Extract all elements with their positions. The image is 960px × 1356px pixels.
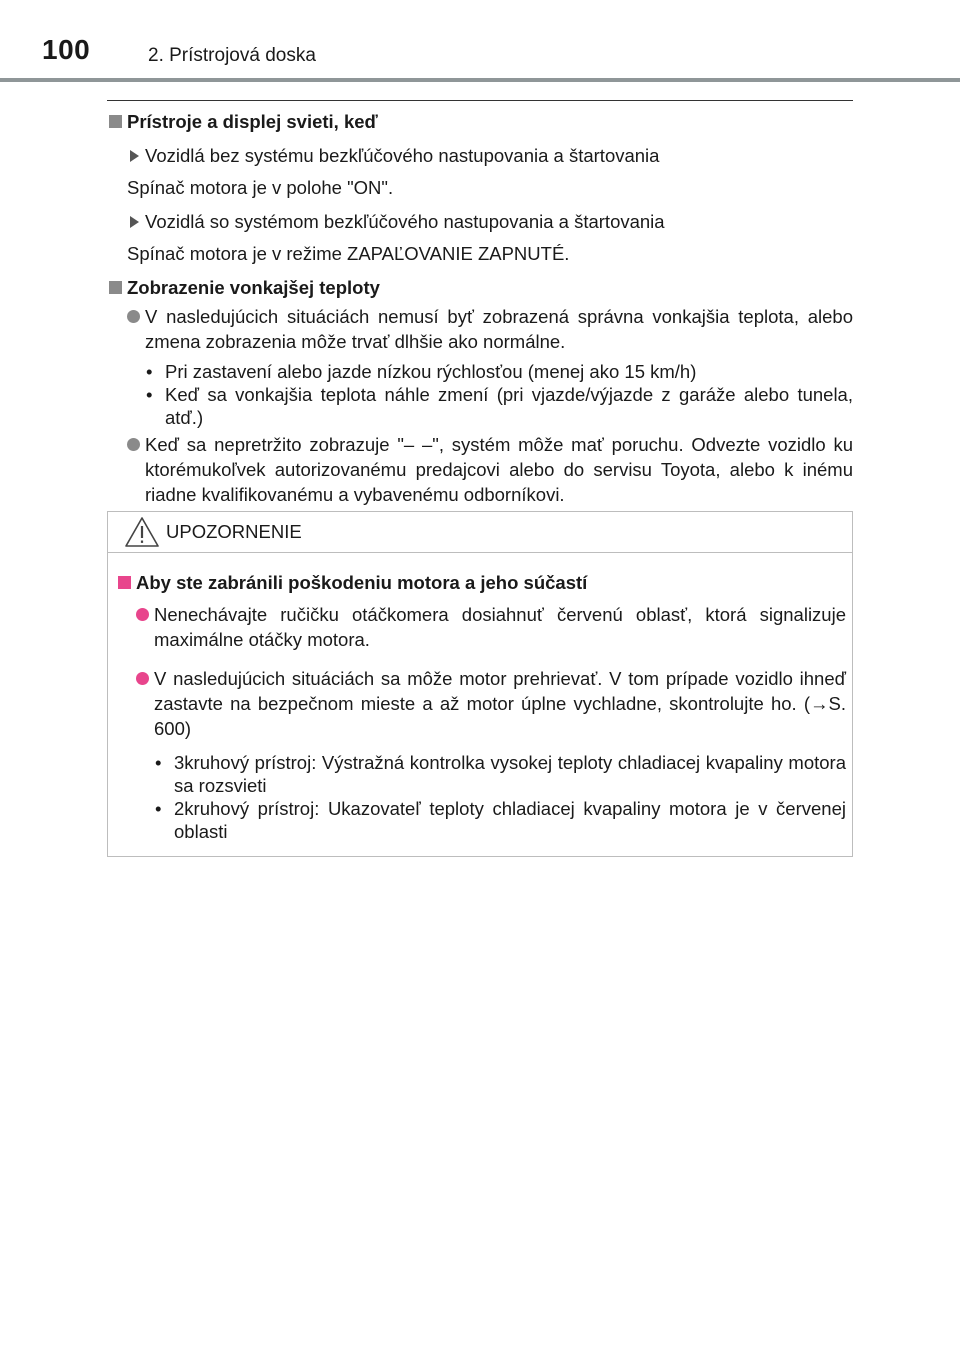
list-item-text: V nasledujúcich situáciách nemusí byť zobrazená správna vonkajšia teplota, alebo zmena zobrazenia môže trvať dlhšie ako normálne. bbox=[145, 306, 853, 352]
condition-line bbox=[107, 209, 853, 235]
list-item-text: Keď sa nepretržito zobrazuje "– –", systém môže mať poruchu. Odvezte vozidlo ku ktorémukoľvek autorizovanému predajcovi alebo do servisu Toyota, alebo k inému riadne kvalifikovanému a vybavenému odborníkovi. bbox=[145, 434, 853, 505]
section-heading-text: Prístroje a displej svieti, keď bbox=[127, 111, 378, 132]
warning-heading bbox=[116, 570, 846, 596]
warning-item-text: Nenechávajte ručičku otáčkomera dosiahnuť červenú oblasť, ktorá signalizuje maximálne otáčky motora. bbox=[154, 604, 846, 650]
bullet-item: • 3kruhový prístroj: Výstražná kontrolka vysokej teploty chladiacej kvapaliny motora sa rozsvieti bbox=[116, 751, 846, 797]
square-bullet-icon bbox=[109, 281, 122, 294]
warning-header bbox=[108, 512, 852, 553]
chapter-title: 2. Prístrojová doska bbox=[148, 45, 316, 66]
warning-item bbox=[116, 602, 846, 652]
circle-bullet-icon bbox=[127, 438, 140, 451]
warning-item-text: V nasledujúcich situáciách sa môže motor prehrievať. V tom prípade vozidlo ihneď zastavte na bezpečnom mieste a až motor úplne vychladne, skontrolujte ho. (→S. 600) bbox=[154, 668, 846, 739]
square-bullet-icon bbox=[118, 576, 131, 589]
warning-box bbox=[107, 511, 853, 857]
section-heading bbox=[107, 109, 853, 135]
triangle-bullet-icon bbox=[130, 150, 139, 162]
section-divider bbox=[107, 100, 853, 101]
section-heading-text: Zobrazenie vonkajšej teploty bbox=[127, 277, 380, 298]
triangle-bullet-icon bbox=[130, 216, 139, 228]
warning-item bbox=[116, 666, 846, 741]
condition-line bbox=[107, 143, 853, 169]
list-item bbox=[107, 432, 853, 507]
section-heading bbox=[107, 275, 853, 301]
condition-description: Spínač motora je v režime ZAPAĽOVANIE ZAPNUTÉ. bbox=[127, 243, 570, 264]
warning-bullet-list bbox=[116, 751, 846, 843]
warning-title: UPOZORNENIE bbox=[166, 521, 302, 542]
condition-text: Vozidlá so systémom bezkľúčového nastupovania a štartovania bbox=[145, 211, 665, 232]
condition-text: Vozidlá bez systému bezkľúčového nastupovania a štartovania bbox=[145, 145, 660, 166]
square-bullet-icon bbox=[109, 115, 122, 128]
warning-triangle-icon bbox=[124, 516, 160, 553]
circle-bullet-icon bbox=[136, 672, 149, 685]
warning-body bbox=[108, 553, 846, 843]
condition-description: Spínač motora je v polohe "ON". bbox=[127, 177, 394, 198]
warning-heading-text: Aby ste zabránili poškodeniu motora a jeho súčastí bbox=[136, 572, 588, 593]
bullet-list bbox=[107, 360, 853, 429]
bullet-item: • Pri zastavení alebo jazde nízkou rýchlosťou (menej ako 15 km/h) bbox=[107, 360, 853, 383]
bullet-item: • Keď sa vonkajšia teplota náhle zmení (pri vjazde/výjazde z garáže alebo tunela, atď.) bbox=[107, 383, 853, 429]
bullet-item: • 2kruhový prístroj: Ukazovateľ teploty chladiacej kvapaliny motora je v červenej oblasti bbox=[116, 797, 846, 843]
header-divider bbox=[0, 78, 960, 82]
circle-bullet-icon bbox=[136, 608, 149, 621]
page-header bbox=[0, 0, 960, 80]
page-number: 100 bbox=[42, 34, 91, 65]
list-item bbox=[107, 304, 853, 354]
circle-bullet-icon bbox=[127, 310, 140, 323]
main-content bbox=[107, 90, 853, 507]
